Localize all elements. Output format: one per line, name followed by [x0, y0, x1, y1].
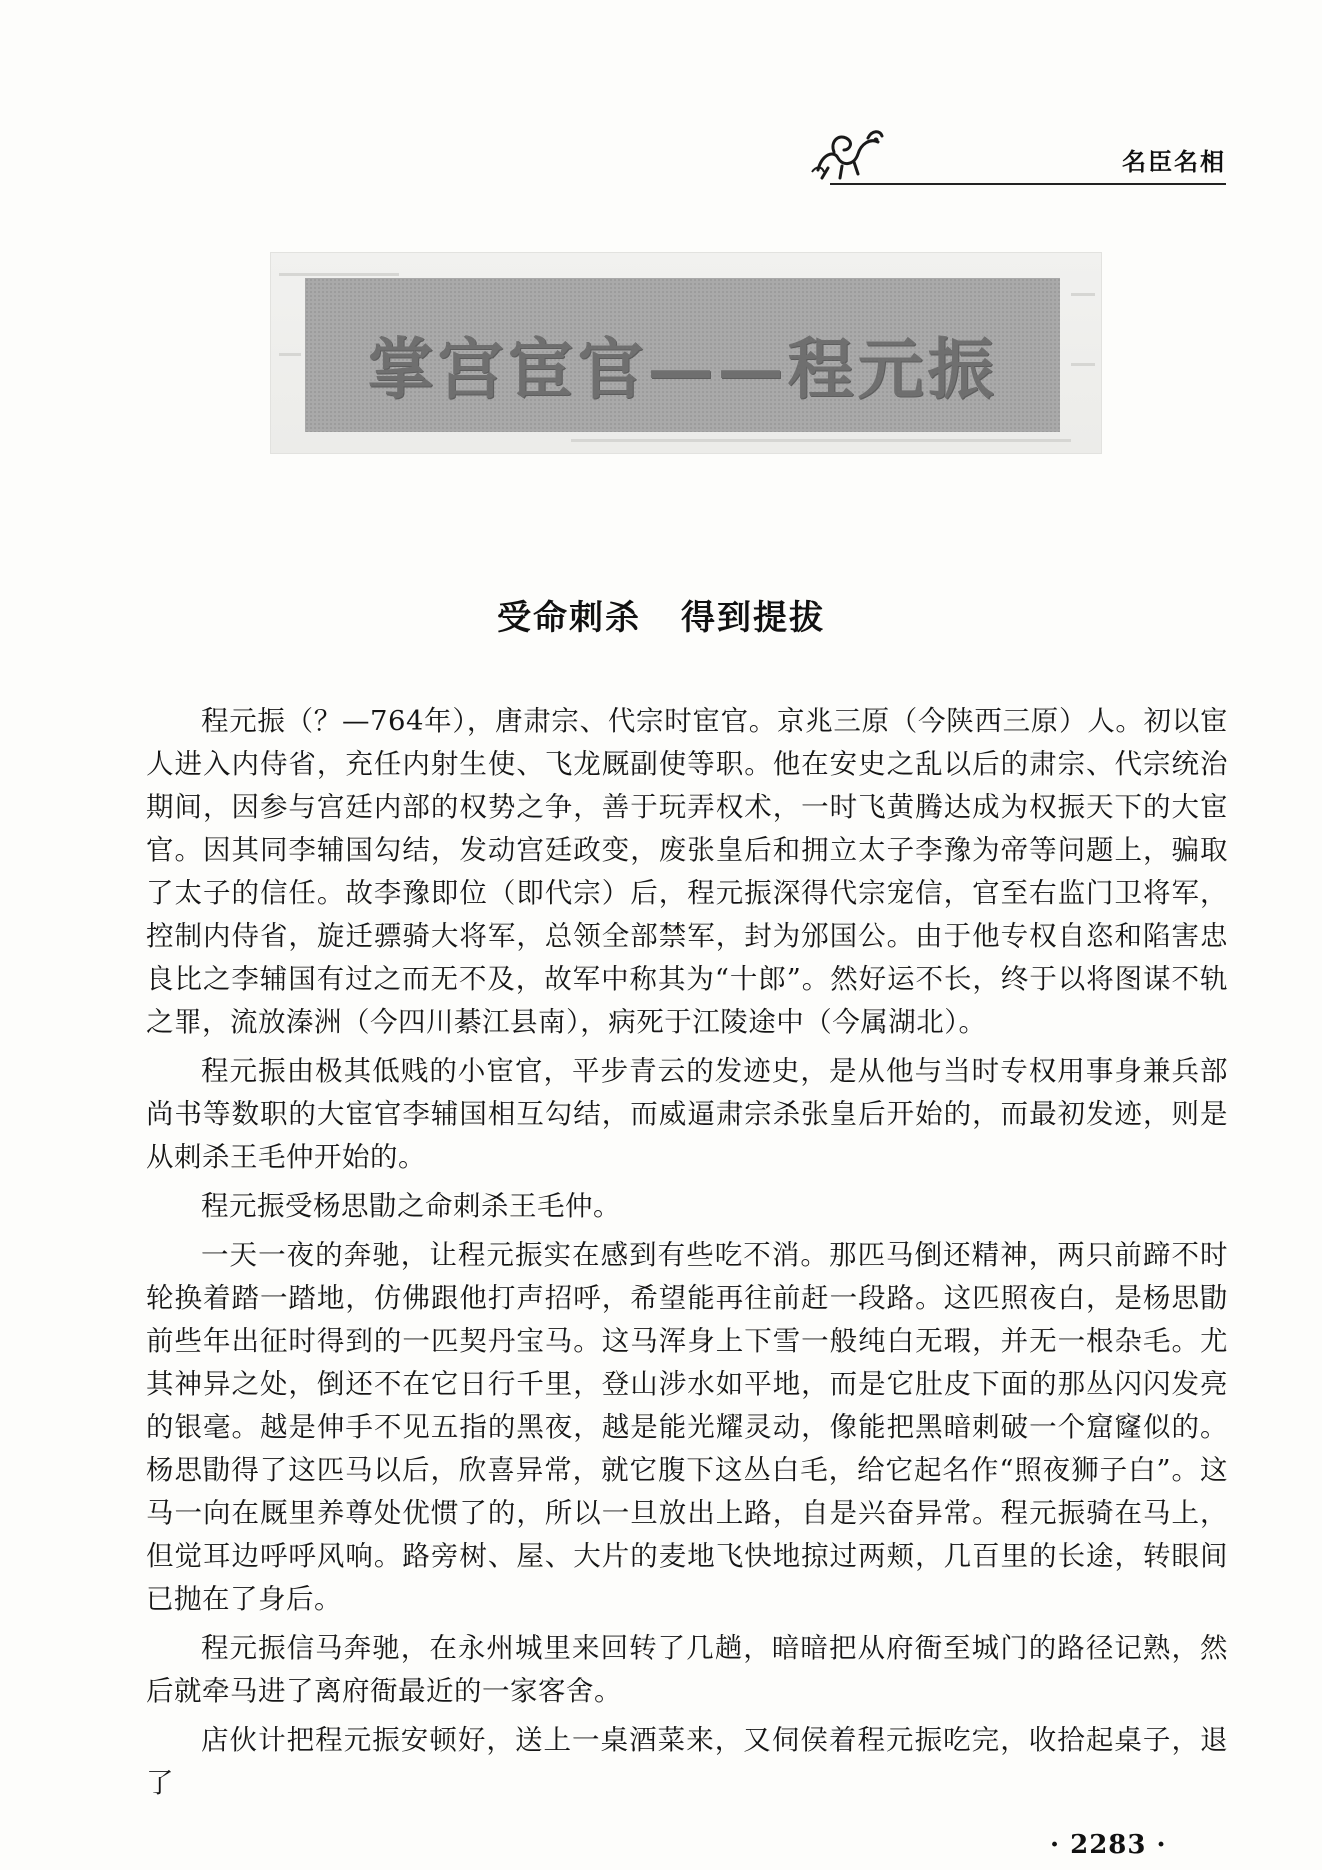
- ghost-line: [279, 353, 301, 356]
- paragraph: 店伙计把程元振安顿好，送上一桌酒菜来，又伺侯着程元振吃完，收拾起桌子，退了: [146, 1724, 1228, 1799]
- section-heading-part2: 得到提拔: [681, 598, 825, 638]
- section-heading-part1: 受命刺杀: [497, 598, 641, 638]
- paragraph: 程元振信马奔驰，在永州城里来回转了几趟，暗暗把从府衙至城门的路径记熟，然后就牵马进了离府衙最近的一家客舍。: [146, 1632, 1228, 1707]
- running-header: [790, 104, 1226, 188]
- ghost-line: [1071, 363, 1095, 366]
- ghost-line: [279, 273, 399, 276]
- ghost-line: [571, 439, 1071, 442]
- chapter-title: 掌宫宦官——程元振: [367, 330, 998, 408]
- dragon-emblem-icon: [808, 120, 886, 182]
- paragraph: 程元振受杨思勖之命刺杀王毛仲。: [201, 1190, 621, 1222]
- chapter-title-plate: [305, 278, 1060, 432]
- paragraph: 一天一夜的奔驰，让程元振实在感到有些吃不消。那匹马倒还精神，两只前蹄不时轮换着踏一踏地，仿佛跟他打声招呼，希望能再往前赶一段路。这匹照夜白，是杨思勖前些年出征时得到的一匹契丹宝马。这马浑身上下雪一般纯白无瑕，并无一根杂毛。尤其神异之处，倒还不在它日行千里，登山涉水如平地，而是它肚皮下面的那丛闪闪发亮的银毫。越是伸手不见五指的黑夜，越是能光耀灵动，像能把黑暗刺破一个窟窿似的。杨思勖得了这匹马以后，欣喜异常，就它腹下这丛白毛，给它起名作“照夜狮子白”。这马一向在厩里养尊处优惯了的，所以一旦放出上路，自是兴奋异常。程元振骑在马上，但觉耳边呼呼风响。路旁树、屋、大片的麦地飞快地掠过两颊，几百里的长途，转眼间已抛在了身后。: [146, 1239, 1228, 1615]
- paragraph: 程元振（？—764年），唐肃宗、代宗时宦官。京兆三原（今陕西三原）人。初以宦人进入内侍省，充任内射生使、飞龙厩副使等职。他在安史之乱以后的肃宗、代宗统治期间，因参与宫廷内部的权势之争，善于玩弄权术，一时飞黄腾达成为权振天下的大宦官。因其同李辅国勾结，发动宫廷政变，废张皇后和拥立太子李豫为帝等问题上，骗取了太子的信任。故李豫即位（即代宗）后，程元振深得代宗宠信，官至右监门卫将军，控制内侍省，旋迁骠骑大将军，总领全部禁军，封为邠国公。由于他专权自恣和陷害忠良比之李辅国有过之而无不及，故军中称其为“十郎”。然好运不长，终于以将图谋不轨之罪，流放溱洲（今四川綦江县南），病死于江陵途中（今属湖北）。: [146, 705, 1228, 1038]
- ghost-line: [1071, 293, 1095, 296]
- body-text: [146, 700, 1228, 1805]
- paragraph: 程元振由极其低贱的小宦官，平步青云的发迹史，是从他与当时专权用事身兼兵部尚书等数职的大宦官李辅国相互勾结，而威逼肃宗杀张皇后开始的，而最初发迹，则是从刺杀王毛仲开始的。: [146, 1055, 1228, 1173]
- header-rule: [830, 183, 1226, 185]
- page-number: · 2283 ·: [1050, 1830, 1167, 1860]
- chapter-title-banner: [270, 252, 1100, 452]
- running-header-title: 名臣名相: [1122, 148, 1226, 176]
- section-heading: [0, 590, 1322, 639]
